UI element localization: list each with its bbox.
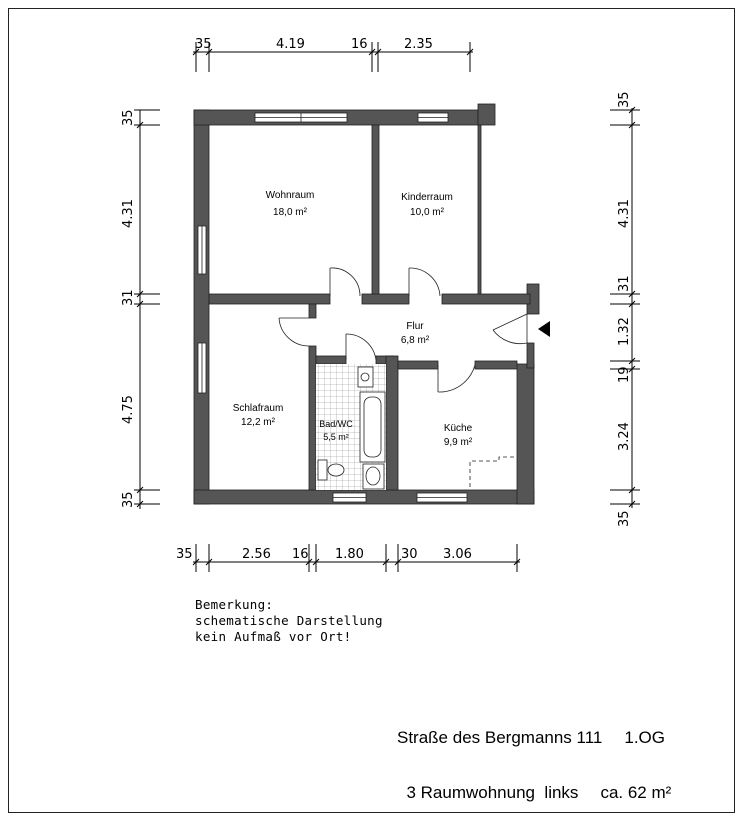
dim-right-1: 4.31: [617, 199, 632, 228]
remark-block: [195, 597, 383, 645]
dim-right-0: 35: [617, 91, 632, 108]
apartment-line: [397, 763, 671, 803]
dim-bottom-2: 16: [292, 547, 309, 562]
dim-right-2: 31: [617, 275, 632, 292]
dim-right-6: 35: [617, 510, 632, 527]
room-name-wohnraum: Wohnraum: [265, 190, 315, 201]
dim-top-2: 16: [351, 37, 368, 52]
kitchen-counter: [470, 457, 515, 487]
dim-bottom-4: 30: [401, 547, 418, 562]
remark-heading: Bemerkung:: [195, 597, 274, 612]
dim-bottom-3: 1.80: [335, 547, 364, 562]
dim-left-4: 35: [121, 491, 136, 508]
room-area-schlafraum: 12,2 m²: [241, 417, 275, 428]
dim-top-3: 2.35: [404, 37, 433, 52]
room-area-bad: 5,5 m²: [323, 432, 349, 442]
address-floor: 1.OG: [624, 728, 665, 747]
dim-top-1: 4.19: [276, 37, 305, 52]
room-area-kinderraum: 10,0 m²: [410, 207, 444, 218]
dim-left-3: 4.75: [121, 395, 136, 424]
remark-line-1: schematische Darstellung: [195, 613, 383, 628]
room-name-schlafraum: Schlafraum: [232, 403, 284, 414]
address-line: [397, 728, 665, 748]
room-area-kueche: 9,9 m²: [443, 437, 473, 448]
dim-right-3: 1.32: [617, 317, 632, 346]
room-name-flur: Flur: [406, 321, 424, 332]
dim-top-0: 35: [195, 37, 212, 52]
left-dimension-chain: [134, 110, 160, 509]
entrance-arrow-icon: [538, 321, 550, 337]
room-area-wohnraum: 18,0 m²: [273, 207, 307, 218]
room-name-bad: Bad/WC: [319, 419, 353, 429]
dim-right-5: 3.24: [617, 422, 632, 451]
dim-right-4: 19: [617, 366, 632, 383]
toilet-icon: [318, 460, 327, 480]
dim-left-0: 35: [121, 109, 136, 126]
dim-left-2: 31: [121, 289, 136, 306]
room-name-kinderraum: Kinderraum: [401, 192, 453, 203]
dim-left-1: 4.31: [121, 199, 136, 228]
dim-bottom-0: 35: [176, 547, 193, 562]
address-street: Straße des Bergmanns 111: [397, 728, 603, 747]
apartment-area: ca. 62 m²: [600, 783, 672, 802]
dim-bottom-1: 2.56: [242, 547, 271, 562]
remark-line-2: kein Aufmaß vor Ort!: [195, 629, 352, 644]
apartment-description: 3 Raumwohnung links: [406, 783, 579, 802]
room-area-flur: 6,8 m²: [400, 335, 430, 346]
room-name-kueche: Küche: [443, 423, 473, 434]
dim-bottom-5: 3.06: [443, 547, 472, 562]
